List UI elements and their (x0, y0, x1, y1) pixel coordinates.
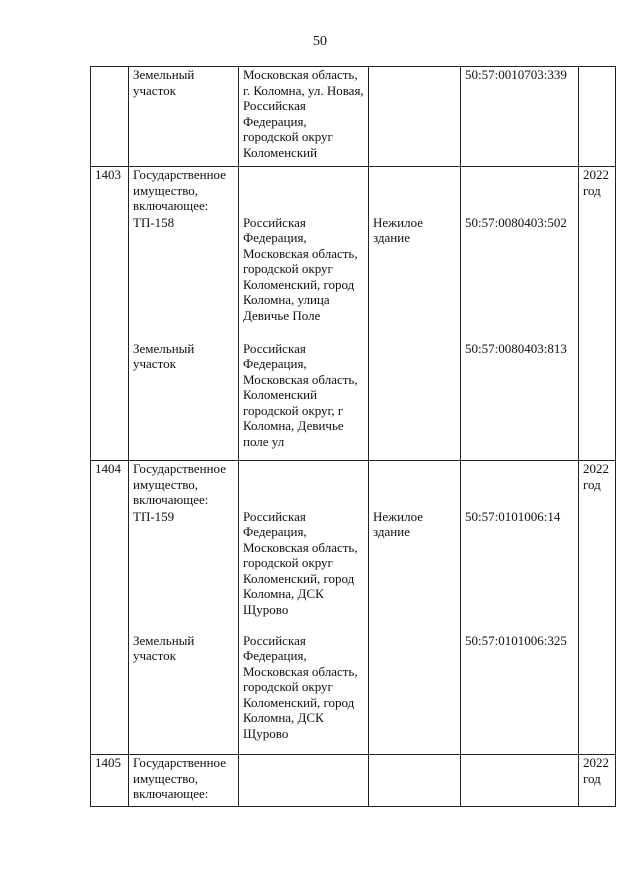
year-cell: 2022 год (579, 461, 616, 509)
cadastral-number-cell: 50:57:0101006:14 (461, 509, 579, 633)
table-row (91, 167, 616, 215)
address-cell: Российская Федерация, Московская область, городской округ Коломенский, город Коломна, ДСК Щурово (239, 509, 369, 633)
table-row (91, 509, 616, 633)
cadastral-number-cell (461, 461, 579, 509)
cadastral-number-cell (461, 167, 579, 215)
cadastral-number-cell (461, 755, 579, 807)
address-cell: Российская Федерация, Московская область, городской округ Коломенский, город Коломна, ДСК Щурово (239, 633, 369, 755)
row-number-cell: 1404 (91, 461, 129, 509)
object-type-cell: Нежилое здание (369, 215, 461, 341)
row-number-cell: 1405 (91, 755, 129, 807)
year-cell (579, 341, 616, 461)
year-cell (579, 633, 616, 755)
cadastral-number-cell: 50:57:0101006:325 (461, 633, 579, 755)
row-number-cell (91, 341, 129, 461)
row-number-cell (91, 67, 129, 167)
object-type-cell (369, 633, 461, 755)
registry-table (90, 66, 616, 807)
group-header-cell: Государственное имущество, включающее: (129, 755, 239, 807)
object-type-cell (369, 67, 461, 167)
year-cell: 2022 год (579, 167, 616, 215)
year-cell (579, 67, 616, 167)
object-name-cell: ТП-159 (129, 509, 239, 633)
row-number-cell (91, 509, 129, 633)
address-cell (239, 461, 369, 509)
group-header-cell: Государственное имущество, включающее: (129, 167, 239, 215)
object-name-cell: Земельный участок (129, 67, 239, 167)
group-header-cell: Государственное имущество, включающее: (129, 461, 239, 509)
cadastral-number-cell: 50:57:0010703:339 (461, 67, 579, 167)
object-type-cell: Нежилое здание (369, 509, 461, 633)
row-number-cell (91, 633, 129, 755)
object-type-cell (369, 755, 461, 807)
table-row (91, 341, 616, 461)
table-row (91, 215, 616, 341)
address-cell: Российская Федерация, Московская область, Коломенский городской округ, г Коломна, Девичье поле ул (239, 341, 369, 461)
table-row (91, 67, 616, 167)
row-number-cell (91, 215, 129, 341)
page-number: 50 (313, 34, 327, 49)
year-cell (579, 509, 616, 633)
object-name-cell: Земельный участок (129, 633, 239, 755)
object-type-cell (369, 341, 461, 461)
row-number-cell: 1403 (91, 167, 129, 215)
year-cell: 2022 год (579, 755, 616, 807)
table-row (91, 755, 616, 807)
address-cell: Российская Федерация, Московская область, городской округ Коломенский, город Коломна, улица Девичье Поле (239, 215, 369, 341)
address-cell (239, 167, 369, 215)
cadastral-number-cell: 50:57:0080403:502 (461, 215, 579, 341)
cadastral-number-cell: 50:57:0080403:813 (461, 341, 579, 461)
object-name-cell: Земельный участок (129, 341, 239, 461)
table-row (91, 461, 616, 509)
table-row (91, 633, 616, 755)
object-type-cell (369, 461, 461, 509)
address-cell (239, 755, 369, 807)
year-cell (579, 215, 616, 341)
address-cell: Московская область, г. Коломна, ул. Новая, Российская Федерация, городской округ Коломенский (239, 67, 369, 167)
object-name-cell: ТП-158 (129, 215, 239, 341)
object-type-cell (369, 167, 461, 215)
